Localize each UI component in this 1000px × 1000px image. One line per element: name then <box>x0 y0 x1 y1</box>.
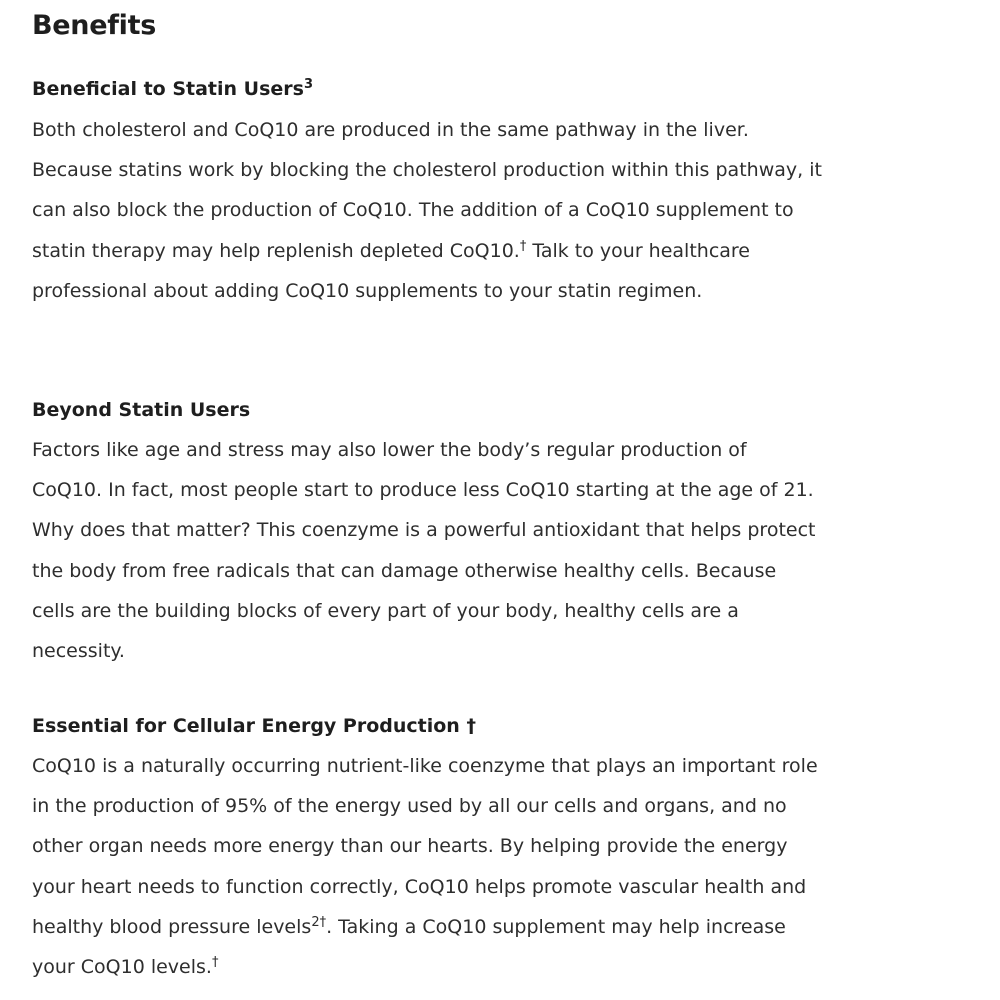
section-body-text: CoQ10 is a naturally occurring nutrient-like coenzyme that plays an important role in the production of 95% of the energy used by all our cells and organs, and no other organ needs more energy than our hearts. By helping provide the energy your heart needs to function correctly, CoQ10 helps promote vascular health and healthy blood pressure levels <box>32 755 818 938</box>
dagger-mark: † <box>519 238 527 254</box>
section-beyond-statin-users <box>32 397 822 671</box>
section-body <box>32 746 822 987</box>
section-cellular-energy <box>32 713 822 987</box>
section-heading-text: Essential for Cellular Energy Production <box>32 715 460 737</box>
footnote-ref: 3 <box>303 77 314 92</box>
footnote-ref: 2† <box>311 914 327 930</box>
section-heading <box>32 713 822 739</box>
section-heading <box>32 397 822 423</box>
section-body-text: Talk to your healthcare professional about adding CoQ10 supplements to your statin regimen. <box>32 239 750 302</box>
dagger-mark: † <box>211 955 219 971</box>
section-body-text: Both cholesterol and CoQ10 are produced in the same pathway in the liver. Because statins work by blocking the cholesterol production within this pathway, it can also block the production of CoQ10. The addition of a CoQ10 supplement to statin therapy may help replenish depleted CoQ10. <box>32 119 822 262</box>
dagger-mark: † <box>466 715 476 737</box>
section-body <box>32 110 822 311</box>
page-title: Benefits <box>32 10 157 41</box>
section-heading-text: Beyond Statin Users <box>32 399 251 421</box>
section-heading <box>32 76 822 102</box>
section-heading-text: Beneficial to Statin Users <box>32 78 304 100</box>
section-statin-users <box>32 76 822 311</box>
section-body-text: . Taking a CoQ10 supplement may help increase your CoQ10 levels. <box>32 915 786 979</box>
section-body: Factors like age and stress may also lower the body’s regular production of CoQ10. In fact, most people start to produce less CoQ10 starting at the age of 21. Why does that matter? This coenzyme is a powerful antioxidant that helps protect the body from free radicals that can damage otherwise healthy cells. Because cells are the building blocks of every part of your body, healthy cells are a necessity. <box>32 439 816 663</box>
